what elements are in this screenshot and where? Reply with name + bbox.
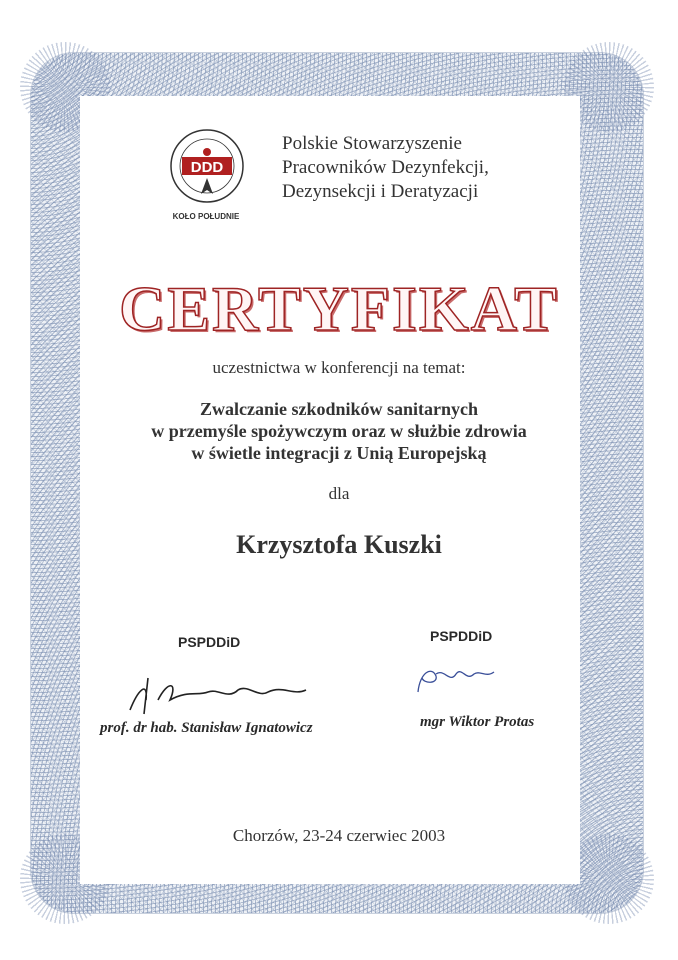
topic-line: w przemyśle spożywczym oraz w służbie zdrowia <box>151 421 527 441</box>
svg-text:DDD: DDD <box>190 159 224 176</box>
for-label: dla <box>328 484 350 503</box>
signature-right <box>410 660 500 700</box>
ddd-logo-icon <box>168 124 246 222</box>
place-and-date: Chorzów, 23-24 czerwiec 2003 <box>232 826 446 845</box>
organization-line: Dezynsekcji i Deratyzacji <box>282 181 479 202</box>
signature-left <box>118 670 328 720</box>
topic-line: Zwalczanie szkodników sanitarnych <box>199 399 479 419</box>
conference-topic <box>0 398 678 464</box>
organization-line: Pracowników Dezynfekcji, <box>282 157 489 178</box>
signatory-name-left: prof. dr hab. Stanisław Ignatowicz <box>100 720 313 736</box>
organization-line: Polskie Stowarzyszenie <box>282 133 462 154</box>
organization-name <box>282 132 489 204</box>
signatory-name-right: mgr Wiktor Protas <box>420 714 535 730</box>
topic-line: w świetle integracji z Unią Europejską <box>191 443 487 463</box>
certificate-title: CERTYFIKAT <box>119 273 559 344</box>
intro-text: uczestnictwa w konferencji na temat: <box>212 358 466 377</box>
signatory-org-left: PSPDDiD <box>178 634 241 650</box>
logo-label: KOŁO POŁUDNIE <box>172 212 240 221</box>
signatory-org-right: PSPDDiD <box>430 628 493 644</box>
recipient-name: Krzysztofa Kuszki <box>236 530 442 559</box>
